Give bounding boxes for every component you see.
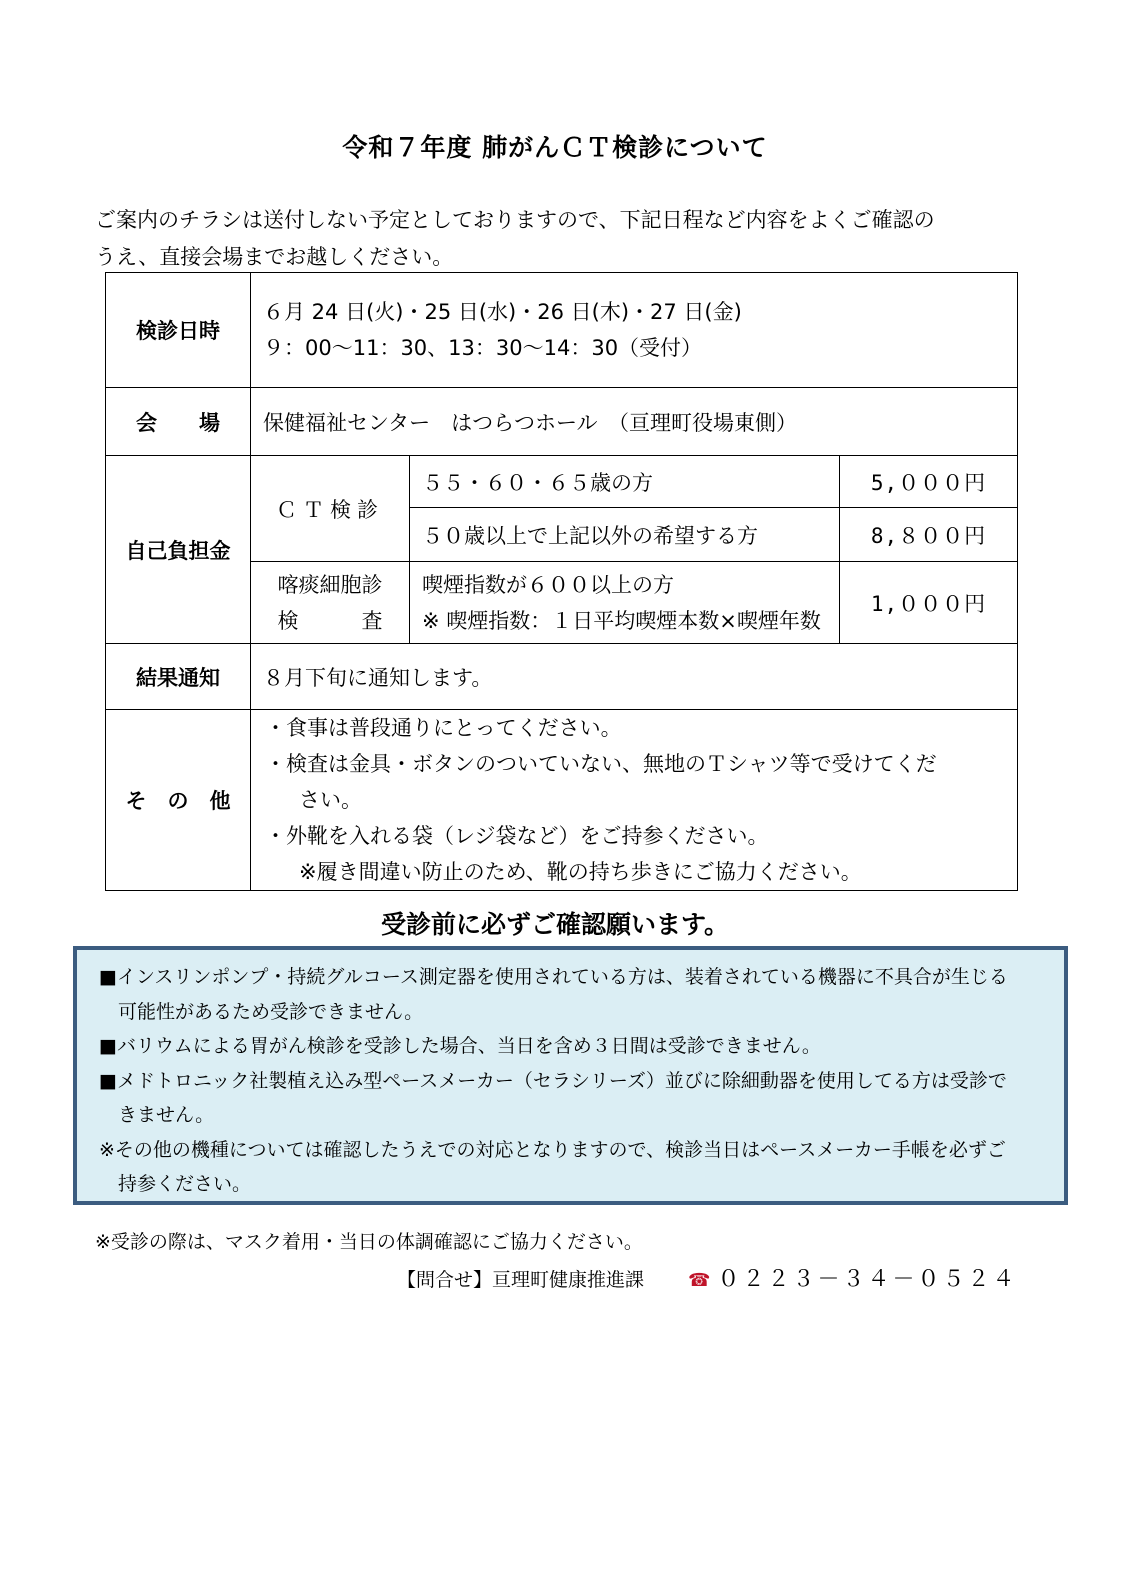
other-item-2-cont: さい。 [299, 788, 362, 812]
contact-phone [688, 1267, 1017, 1292]
notice-item [99, 1133, 1034, 1202]
ct-target-1: ５５・６０・６５歳の方 [410, 456, 840, 508]
other-item-4: ※履き間違い防止のため、靴の持ち歩きにご協力ください。 [299, 860, 862, 884]
venue-row [106, 388, 1018, 456]
ct-price-1: 5,０００円 [840, 456, 1018, 508]
notice-1-cont: 可能性があるため受診できません。 [118, 1000, 424, 1023]
other-item-3: ・外靴を入れる袋（レジ袋など）をご持参ください。 [265, 824, 769, 848]
ct-target-2: ５０歳以上で上記以外の希望する方 [410, 508, 840, 562]
notice-item [99, 1029, 1034, 1064]
ct-label: ＣＴ検診 [251, 456, 410, 562]
notice-4-first: ※その他の機種については確認したうえでの対応となりますので、検診当日はペースメーカー手帳を必ずご [99, 1138, 1006, 1161]
venue-value: 保健福祉センター はつらつホール （亘理町役場東側） [251, 388, 1018, 456]
schedule-row [106, 273, 1018, 388]
notice-4-cont: 持参ください。 [118, 1173, 252, 1195]
schedule-times: ９：00～11：30、13：30～14：30（受付） [263, 336, 703, 360]
sputum-label-1: 喀痰細胞診 [277, 572, 383, 597]
result-row [106, 644, 1018, 710]
other-item-2: ・検査は金具・ボタンのついていない、無地のＴシャツ等で受けてくだ [265, 752, 937, 776]
other-row [106, 710, 1018, 891]
sputum-note: ※ 喫煙指数：１日平均喫煙本数×喫煙年数 [422, 608, 821, 633]
footnote: ※受診の際は、マスク着用・当日の体調確認にご協力ください。 [95, 1231, 643, 1253]
phone-number: ０２２３－３４－０５２４ [717, 1267, 1018, 1292]
contact-info [397, 1262, 1018, 1293]
other-value [251, 710, 1018, 891]
ct-price-2: 8,８００円 [840, 508, 1018, 562]
schedule-label: 検診日時 [106, 273, 251, 388]
notice-box [73, 946, 1068, 1205]
schedule-dates: ６月 24 日(火)・25 日(水)・26 日(木)・27 日(金) [263, 300, 742, 324]
result-value: ８月下旬に通知します。 [251, 644, 1018, 710]
notice-3-cont: きません。 [118, 1104, 215, 1126]
confirm-heading: 受診前に必ずご確認願います。 [380, 910, 729, 939]
notice-2-first: ■バリウムによる胃がん検診を受診した場合、当日を含め３日間は受診できません。 [99, 1035, 821, 1057]
fee-row-ct-1 [106, 456, 1018, 508]
contact-label: 【問合せ】亘理町健康推進課 [397, 1269, 645, 1291]
venue-label: 会 場 [106, 388, 251, 456]
notice-item [99, 1064, 1034, 1133]
intro-line-2: うえ、直接会場までお越しください。 [95, 245, 454, 269]
telephone-icon: ☎ [688, 1270, 714, 1291]
intro-line-1: ご案内のチラシは送付しない予定としておりますので、下記日程など内容をよくご確認の [95, 208, 935, 232]
sputum-target-text: 喫煙指数が６００以上の方 [422, 572, 674, 597]
other-label: そ の 他 [106, 710, 251, 891]
intro-text [95, 202, 1015, 276]
info-table [105, 272, 1018, 891]
sputum-label-2: 検 査 [277, 608, 383, 633]
sputum-target [410, 562, 840, 644]
notice-3-first: ■メドトロニック社製植え込み型ペースメーカー（セラシリーズ）並びに除細動器を使用してる方は受診で [99, 1069, 1007, 1092]
sputum-label [251, 562, 410, 644]
page-title: 令和７年度 肺がんＣＴ検診について [342, 133, 768, 162]
other-item-1: ・食事は普段通りにとってください。 [265, 716, 622, 740]
result-label: 結果通知 [106, 644, 251, 710]
fee-label: 自己負担金 [106, 456, 251, 644]
sputum-price: 1,０００円 [840, 562, 1018, 644]
schedule-value [251, 273, 1018, 388]
notice-item [99, 960, 1034, 1029]
notice-1-first: ■インスリンポンプ・持続グルコース測定器を使用されている方は、装着されている機器に不具合が生じる [99, 966, 1008, 988]
